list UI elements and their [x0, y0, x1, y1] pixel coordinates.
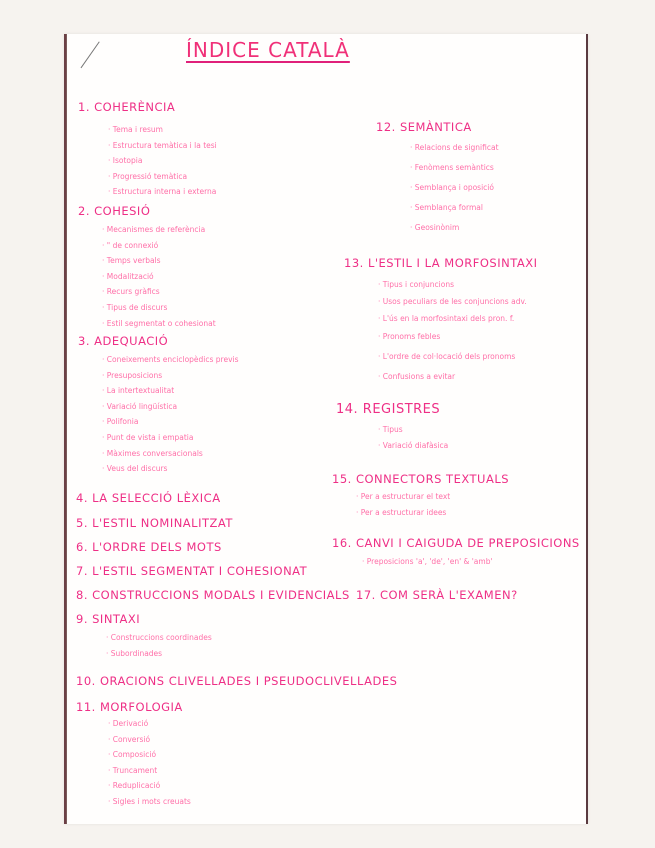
section-heading: 14. REGISTRES: [336, 402, 441, 417]
list-item: · Mecanismes de referència: [102, 222, 216, 238]
section-heading: 16. CANVI I CAIGUDA DE PREPOSICIONS: [332, 536, 580, 550]
list-item: · Variació diafàsica: [378, 438, 448, 454]
section-heading: 10. ORACIONS CLIVELLADES I PSEUDOCLIVELLADES: [76, 674, 398, 688]
section-heading: 5. L'ESTIL NOMINALITZAT: [76, 516, 233, 530]
list-item: · Estructura interna i externa: [108, 184, 217, 200]
list-item: · Preposicions 'a', 'de', 'en' & 'amb': [362, 554, 493, 570]
section-heading: 8. CONSTRUCCIONS MODALS I EVIDENCIALS: [76, 588, 350, 602]
section-heading: 7. L'ESTIL SEGMENTAT I COHESIONAT: [76, 564, 308, 578]
section-list: [362, 554, 493, 570]
list-item: · L'ús en la morfosintaxi dels pron. f.: [378, 310, 527, 327]
list-item: · Tipus i conjuncions: [378, 276, 527, 293]
section-heading: 11. MORFOLOGIA: [76, 700, 183, 714]
list-item: · Semblança formal: [410, 198, 499, 218]
list-item: · Veus del discurs: [102, 461, 239, 477]
list-item: · Variació lingüística: [102, 399, 239, 415]
section-heading: 2. COHESIÓ: [78, 204, 151, 218]
section-heading: 17. COM SERÀ L'EXAMEN?: [356, 588, 518, 602]
list-item: · Presuposicions: [102, 368, 239, 384]
section-heading: 9. SINTAXI: [76, 612, 141, 626]
section-list: [102, 222, 216, 331]
section-list: [410, 138, 499, 238]
list-item: · Estil segmentat o cohesionat: [102, 316, 216, 332]
section-heading: 1. COHERÈNCIA: [78, 100, 176, 114]
list-item: · Progressió temàtica: [108, 169, 217, 185]
section-heading: 4. LA SELECCIÓ LÈXICA: [76, 491, 221, 505]
list-item: · Pronoms febles: [378, 327, 527, 347]
list-item: · Composició: [108, 747, 191, 763]
list-item: · Confusions a evitar: [378, 367, 527, 387]
section-heading: 13. L'ESTIL I LA MORFOSINTAXI: [344, 256, 538, 270]
list-item: · Tipus: [378, 422, 448, 438]
list-item: · Truncament: [108, 763, 191, 779]
list-item: · Màximes conversacionals: [102, 446, 239, 462]
list-item: · Estructura temàtica i la tesi: [108, 138, 217, 154]
section-heading: 12. SEMÀNTICA: [376, 120, 472, 134]
section-heading: 15. CONNECTORS TEXTUALS: [332, 472, 510, 486]
section-list: [106, 630, 212, 661]
list-item: · Usos peculiars de les conjuncions adv.: [378, 293, 527, 310]
list-item: · Construccions coordinades: [106, 630, 212, 646]
section-list: [356, 489, 450, 520]
list-item: · Punt de vista i empatia: [102, 430, 239, 446]
list-item: · L'ordre de col·locació dels pronoms: [378, 347, 527, 367]
section-list: [378, 276, 527, 387]
list-item: · Tipus de discurs: [102, 300, 216, 316]
list-item: · Coneixements enciclopèdics previs: [102, 352, 239, 368]
list-item: · La intertextualitat: [102, 383, 239, 399]
list-item: · Recurs gràfics: [102, 284, 216, 300]
list-item: · Conversió: [108, 732, 191, 748]
list-item: · Subordinades: [106, 646, 212, 662]
list-item: · Fenòmens semàntics: [410, 158, 499, 178]
list-item: · Modalització: [102, 269, 216, 285]
list-item: · Isotopia: [108, 153, 217, 169]
list-item: · Relacions de significat: [410, 138, 499, 158]
list-item: · Per a estructurar el text: [356, 489, 450, 505]
list-item: · Per a estructurar idees: [356, 505, 450, 521]
list-item: · Derivació: [108, 716, 191, 732]
section-list: [108, 716, 191, 810]
section-list: [102, 352, 239, 477]
page-title: ÍNDICE CATALÀ: [186, 38, 350, 62]
section-heading: 6. L'ORDRE DELS MOTS: [76, 540, 222, 554]
list-item: · Tema i resum: [108, 122, 217, 138]
list-item: · Sigles i mots creuats: [108, 794, 191, 810]
list-item: · Geosinònim: [410, 218, 499, 238]
list-item: · Polifonia: [102, 414, 239, 430]
section-list: [378, 422, 448, 453]
list-item: · " de connexió: [102, 238, 216, 254]
section-heading: 3. ADEQUACIÓ: [78, 334, 169, 348]
section-list: [108, 122, 217, 200]
list-item: · Reduplicació: [108, 778, 191, 794]
list-item: · Temps verbals: [102, 253, 216, 269]
list-item: · Semblança i oposició: [410, 178, 499, 198]
